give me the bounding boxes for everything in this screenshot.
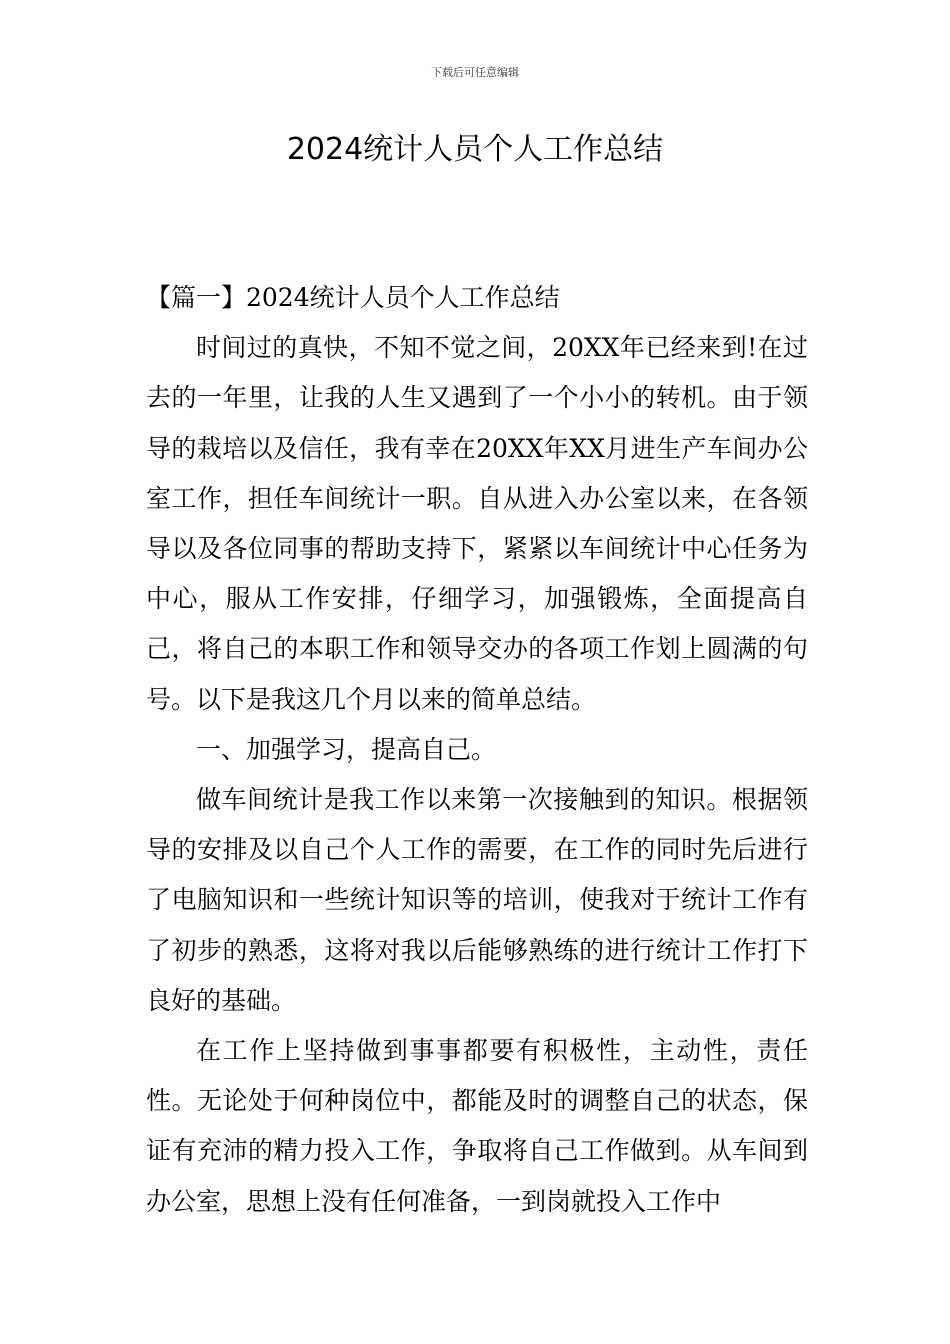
subheading-learning: 一、加强学习，提高自己。 [196, 734, 497, 764]
page-header-note: 下载后可任意编辑 [431, 66, 519, 79]
section-heading: 【篇一】2024统计人员个人工作总结 [146, 283, 560, 312]
paragraph-attitude: 在工作上坚持做到事事都要有积极性，主动性，责任性。无论处于何种岗位中，都能及时的调整自己的状态，保证有充沛的精力投入工作，争取将自己工作做到。从车间到办公室，思想上没有任何准备，一到岗就投入工作中 [146, 1036, 808, 1216]
paragraph-learning: 做车间统计是我工作以来第一次接触到的知识。根据领导的安排及以自己个人工作的需要，在工作的同时先后进行了电脑知识和一些统计知识等的培训，使我对于统计工作有了初步的熟悉，这将对我以后能够熟练的进行统计工作打下良好的基础。 [146, 785, 808, 1015]
document-body [146, 273, 808, 1227]
document-title: 2024统计人员个人工作总结 [286, 132, 664, 167]
paragraph-intro: 时间过的真快，不知不觉之间，20XX年已经来到!在过去的一年里，让我的人生又遇到了一个小小的转机。由于领导的栽培以及信任，我有幸在20XX年XX月进生产车间办公室工作，担任车间统计一职。自从进入办公室以来，在各领导以及各位同事的帮助支持下，紧紧以车间统计中心任务为中心，服从工作安排，仔细学习，加强锻炼，全面提高自己，将自己的本职工作和领导交办的各项工作划上圆满的句号。以下是我这几个月以来的简单总结。 [146, 333, 808, 714]
